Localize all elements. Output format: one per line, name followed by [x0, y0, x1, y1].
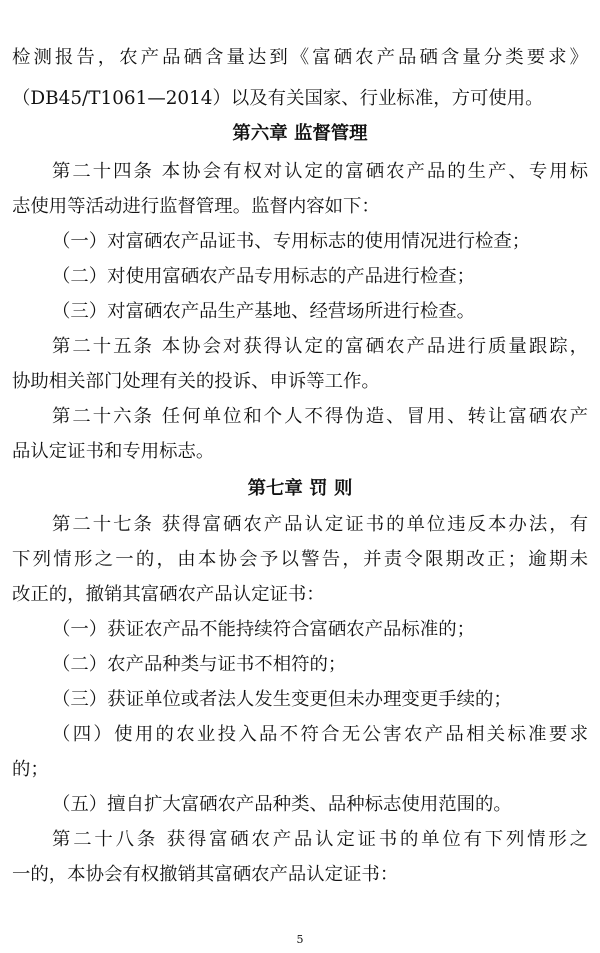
paragraph-line: 品认定证书和专用标志。	[12, 441, 215, 462]
chapter-heading: 第七章 罚 则	[247, 478, 353, 499]
list-item: （四）使用的农业投入品不符合无公害农产品相关标准要求	[52, 724, 588, 745]
article-line: 第二十七条 获得富硒农产品认定证书的单位违反本办法，有	[52, 514, 588, 535]
list-item: （三）获证单位或者法人发生变更但未办理变更手续的；	[52, 689, 512, 710]
paragraph-line: 下列情形之一的，由本协会予以警告，并责令限期改正；逾期未	[12, 549, 588, 570]
paragraph-line: 检测报告，农产品硒含量达到《富硒农产品硒含量分类要求》	[12, 47, 588, 68]
list-item: （二）对使用富硒农产品专用标志的产品进行检查；	[52, 266, 475, 287]
paragraph-line: 一的，本协会有权撤销其富硒农产品认定证书：	[12, 864, 399, 885]
list-item: （三）对富硒农产品生产基地、经营场所进行检查。	[52, 301, 475, 322]
paragraph-line: 协助相关部门处理有关的投诉、申诉等工作。	[12, 371, 380, 392]
list-item: （一）获证农产品不能持续符合富硒农产品标准的；	[52, 619, 475, 640]
list-item: （五）擅自扩大富硒农产品种类、品种标志使用范围的。	[52, 794, 512, 815]
article-line: 第二十八条 获得富硒农产品认定证书的单位有下列情形之	[52, 829, 588, 850]
paragraph-line: 改正的，撤销其富硒农产品认定证书：	[12, 584, 325, 605]
paragraph-line: 志使用等活动进行监督管理。监督内容如下：	[12, 196, 380, 217]
article-line: 第二十四条 本协会有权对认定的富硒农产品的生产、专用标	[52, 161, 588, 182]
chapter-heading: 第六章 监督管理	[232, 123, 368, 144]
article-line: 第二十五条 本协会对获得认定的富硒农产品进行质量跟踪，	[52, 336, 588, 357]
paragraph-line: 的；	[12, 759, 49, 780]
list-item: （二）农产品种类与证书不相符的；	[52, 654, 347, 675]
article-line: 第二十六条 任何单位和个人不得伪造、冒用、转让富硒农产	[52, 406, 588, 427]
paragraph-line: （DB45/T1061—2014）以及有关国家、行业标准，方可使用。	[12, 88, 544, 109]
list-item: （一）对富硒农产品证书、专用标志的使用情况进行检查；	[52, 231, 531, 252]
page-number: 5	[296, 933, 304, 946]
